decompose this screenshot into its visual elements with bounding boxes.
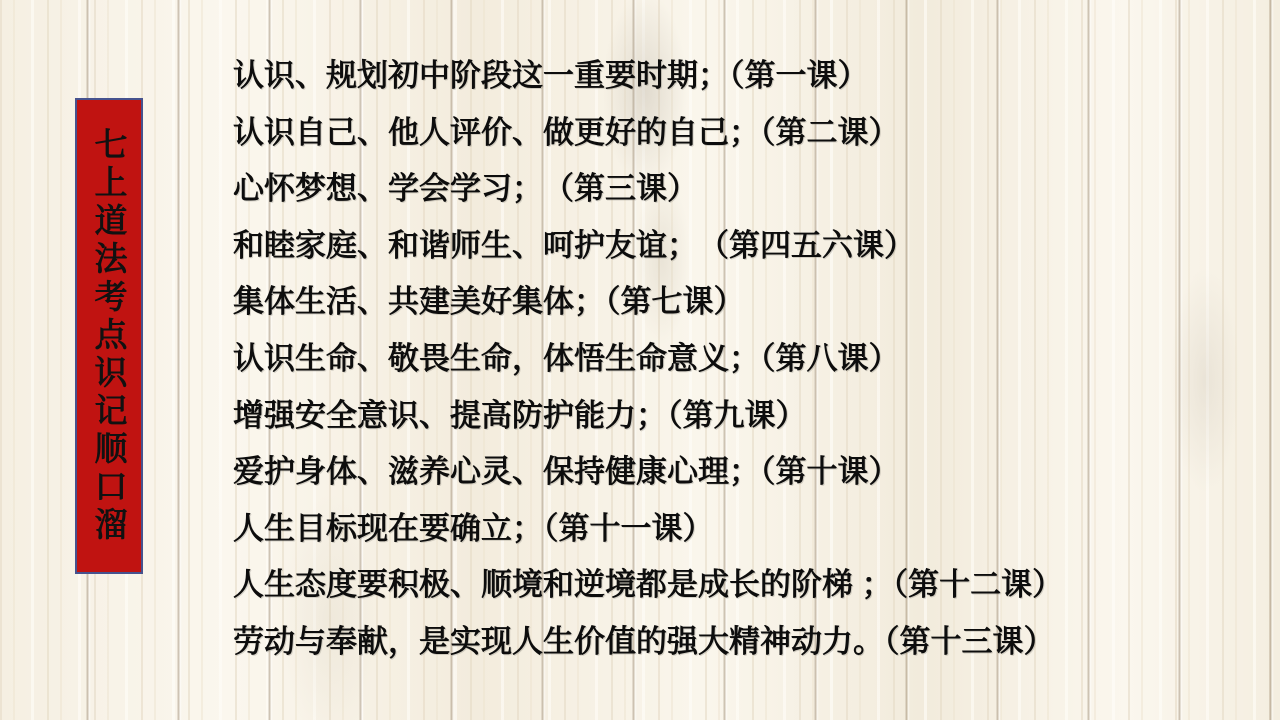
lesson-line-9: 人生目标现在要确立；（第十一课）	[233, 510, 714, 546]
lesson-line-1: 认识、规划初中阶段这一重要时期；（第一课）	[233, 58, 869, 93]
lesson-line-11: 劳动与奉献，是实现人生价值的强大精神动力。（第十三课）	[233, 623, 1055, 659]
banner-title: 七上道法考点识记顺口溜	[90, 127, 128, 545]
lesson-line-6: 认识生命、敬畏生命，体悟生命意义；（第八课）	[233, 340, 900, 376]
lesson-line-4: 和睦家庭、和谐师生、呵护友谊； （第四五六课）	[233, 227, 915, 263]
title-banner	[75, 98, 143, 574]
lesson-line-3: 心怀梦想、学会学习； （第三课）	[233, 171, 698, 207]
lesson-line-5: 集体生活、共建美好集体；（第七课）	[233, 284, 745, 320]
lesson-line-8: 爱护身体、滋养心灵、保持健康心理；（第十课）	[233, 454, 900, 490]
lesson-list	[233, 48, 1243, 671]
lesson-line-7: 增强安全意识、提高防护能力；（第九课）	[233, 397, 807, 433]
lesson-line-10: 人生态度要积极、顺境和逆境都是成长的阶梯 ；（第十二课）	[233, 567, 1064, 603]
lesson-line-2: 认识自己、他人评价、做更好的自己；（第二课）	[233, 114, 900, 150]
